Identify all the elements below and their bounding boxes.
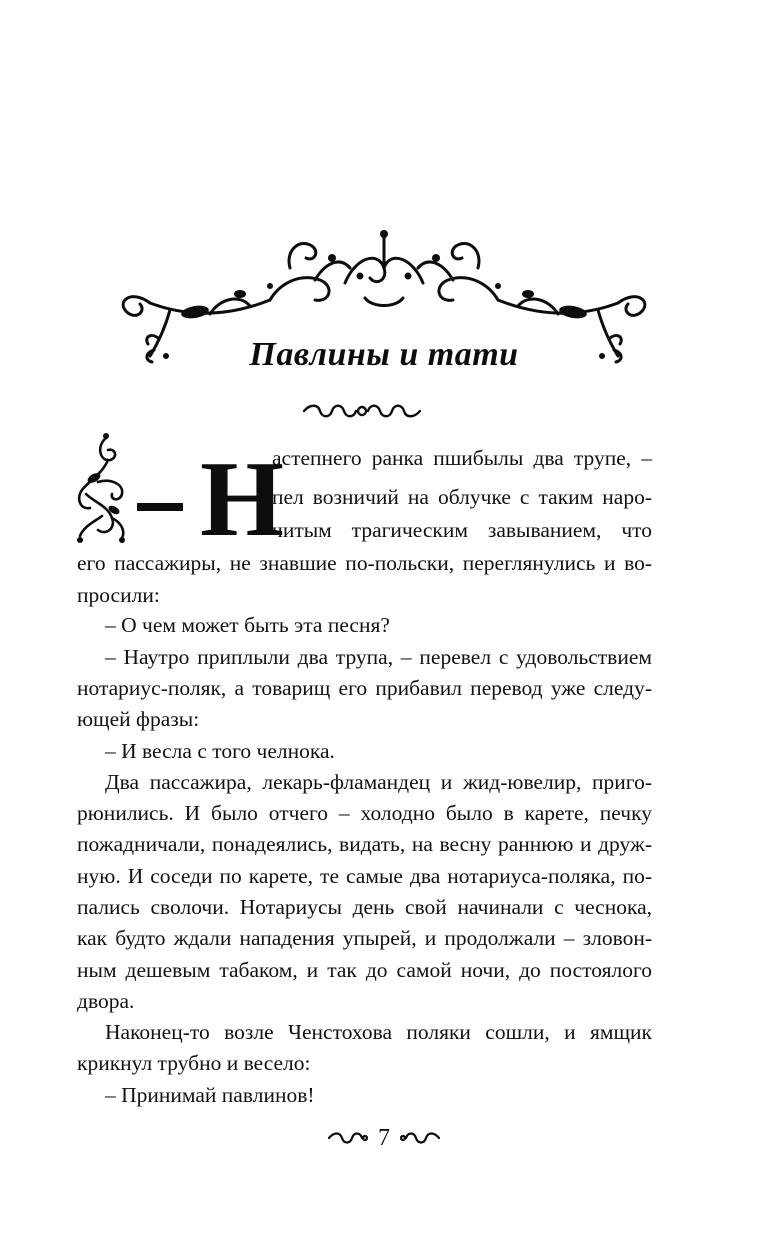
page-number: 7 xyxy=(378,1124,390,1151)
text-line: пались сволочи. Нотариусы день свой начинали с чеснока, xyxy=(77,895,652,919)
text-line: как будто ждали нападения упырей, и продолжали – зловон- xyxy=(77,926,652,950)
chapter-title: Павлины и тати xyxy=(249,336,519,373)
text-line: – Наутро приплыли два трупа, – перевел с удовольствием xyxy=(105,645,652,669)
scroll-right-icon xyxy=(400,1130,442,1146)
text-line: его пассажиры, не знавшие по-польски, переглянулись и во- xyxy=(77,551,652,575)
text-line: крикнул трубно и весело: xyxy=(77,1051,311,1075)
text-line: ющей фразы: xyxy=(77,707,200,731)
text-line: двора. xyxy=(77,989,135,1013)
text-line: ную. И соседи по карете, те самые два нотариуса-поляка, по- xyxy=(77,864,652,888)
text-line: читым трагическим завыванием, что xyxy=(272,518,652,542)
text-line: Наконец-то возле Ченстохова поляки сошли, и ямщик xyxy=(105,1020,652,1044)
text-line: просили: xyxy=(77,583,160,607)
text-line: – О чем может быть эта песня? xyxy=(105,613,390,637)
text-line: пел возничий на облучке с таким наро- xyxy=(272,485,652,509)
text-line: пожадничали, понадеялись, видать, на весну раннюю и друж- xyxy=(77,832,652,856)
text-line: – И весла с того челнока. xyxy=(105,739,335,763)
text-line: Два пассажира, лекарь-фламандец и жид-ювелир, приго- xyxy=(105,770,652,794)
dropcap-dash xyxy=(137,503,183,511)
text-line: нотариус-поляк, а товарищ его прибавил перевод уже следу- xyxy=(77,676,652,700)
vine-flourish-icon xyxy=(72,432,134,544)
text-line: астепнего ранка пшибылы два трупе, – xyxy=(272,446,652,470)
dropcap-letter: Н xyxy=(200,440,285,559)
page-footer xyxy=(0,1123,768,1153)
text-line: ным дешевым табаком, и так до самой ночи, до постоялого xyxy=(77,958,652,982)
text-line: – Принимай павлинов! xyxy=(105,1083,315,1107)
scroll-divider-icon xyxy=(300,402,424,420)
scroll-left-icon xyxy=(326,1130,368,1146)
text-line: рюнились. И было отчего – холодно было в карете, печку xyxy=(77,801,652,825)
